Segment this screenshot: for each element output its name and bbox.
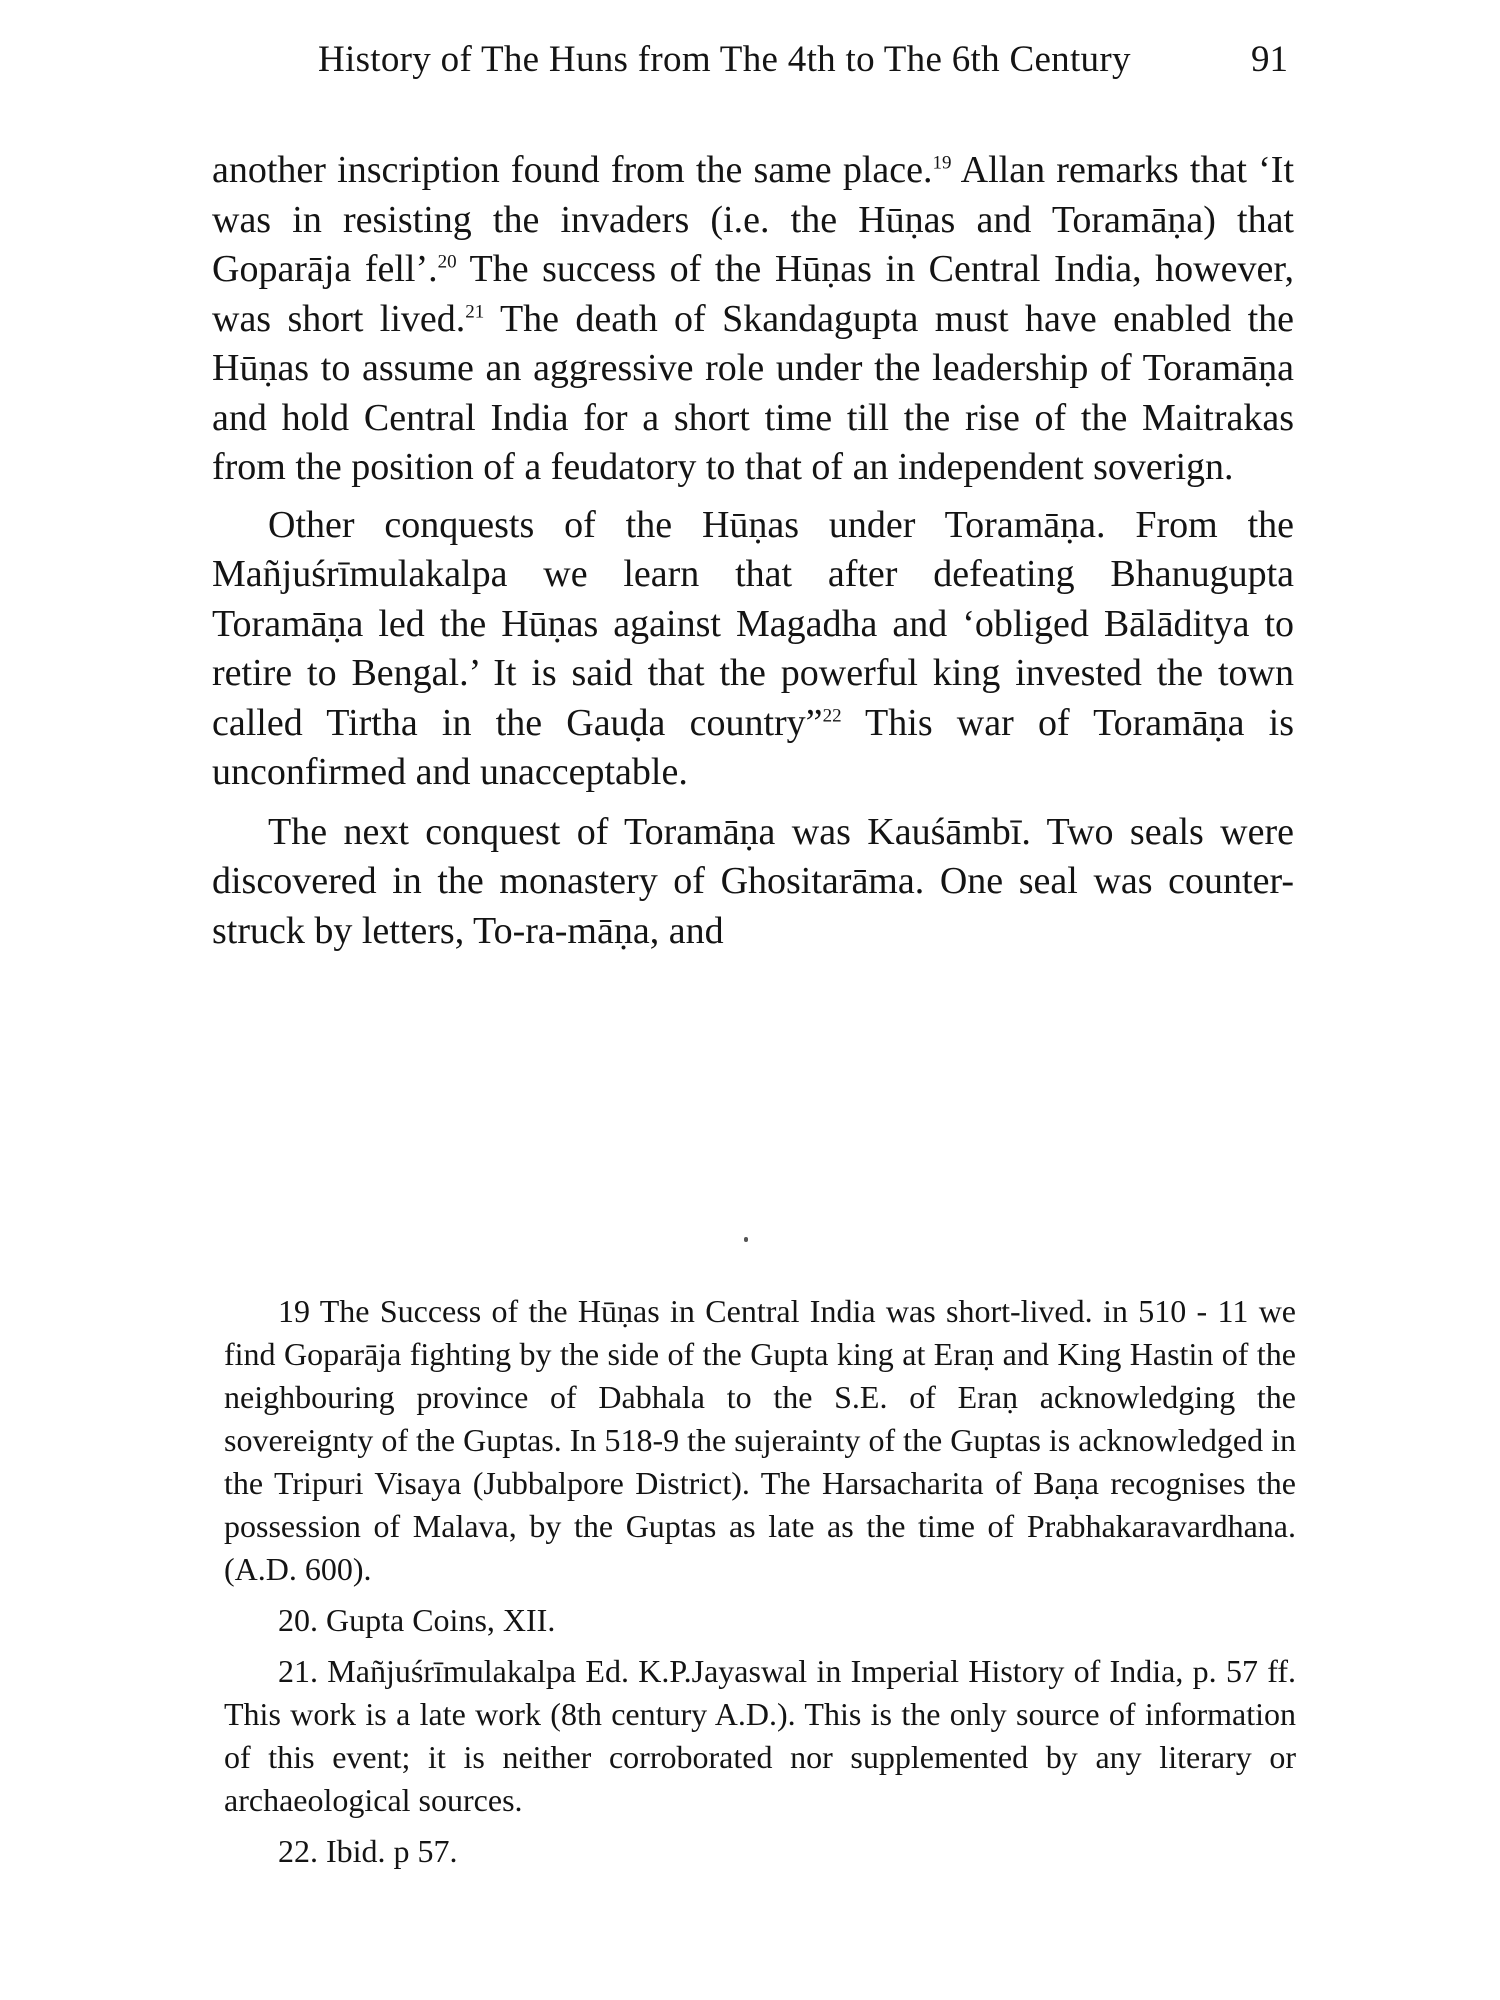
paragraph-3-text: The next conquest of Toramāṇa was Kauśāmbī. Two seals were discovered in the monastery of Ghositarāma. One seal was counter-struck by letters, To-ra-māṇa, and xyxy=(212,810,1294,952)
paragraph-1-text-1: another inscription found from the same place. xyxy=(212,149,933,191)
footnotes xyxy=(224,1290,1296,1881)
body-text xyxy=(212,146,1294,956)
footnote-19: 19 The Success of the Hūṇas in Central India was short-lived. in 510 - 11 we find Goparāja fighting by the side of the Gupta king at Eraṇ and King Hastin of the neighbouring province of Dabhala to the S.E. of Eraṇ acknowledging the sovereignty of the Guptas. In 518-9 the sujerainty of the Guptas is acknowledged in the Tripuri Visaya (Jubbalpore District). The Harsacharita of Baṇa recognises the possession of Malava, by the Guptas as late as the time of Prabhakaravardhana. (A.D. 600). xyxy=(224,1293,1296,1587)
footnote-20: 20. Gupta Coins, XII. xyxy=(278,1602,556,1638)
paragraph-1-text-4: The death of Skandagupta must have enabled the Hūṇas to assume an aggressive role under the leadership of Toramāṇa and hold Central India for a short time till the rise of the Maitrakas from the position of a feudatory to that of an independent soverign. xyxy=(212,297,1295,488)
footnote-21: 21. Mañjuśrīmulakalpa Ed. K.P.Jayaswal in Imperial History of India, p. 57 ff. This work is a late work (8th century A.D.). This is the only source of information of this event; it is neither corroborated nor supplemented by any literary or archaeological sources. xyxy=(224,1653,1296,1818)
page-number: 91 xyxy=(1251,39,1288,80)
print-speck xyxy=(744,1237,748,1242)
footnote-ref-20: 20 xyxy=(437,251,457,273)
paragraph-1-text-2: Allan remarks that ‘It was in resisting the invaders (i.e. the Hūṇas and Toramāṇa) that Goparāja fell’. xyxy=(212,149,1294,290)
footnote-ref-19: 19 xyxy=(932,152,952,174)
paragraph-3 xyxy=(212,808,1294,957)
paragraph-1 xyxy=(212,146,1294,493)
paragraph-2 xyxy=(212,501,1294,798)
running-head xyxy=(318,38,1288,98)
paragraph-2-text-1: Other conquests of the Hūṇas under Toramāṇa. From the Mañjuśrīmulakalpa we learn that after defeating Bhanugupta Toramāṇa led the Hūṇas against Magadha and ‘obliged Bālāditya to retire to Bengal.’ It is said that the powerful king invested the town called Tirtha in the Gauḍa country” xyxy=(212,503,1294,744)
paragraph-1-text-3: The success of the Hūṇas in Central India, however, was short lived. xyxy=(212,248,1294,340)
paragraph-2-text-2: This war of Toramāṇa is unconfirmed and unacceptable. xyxy=(212,701,1294,793)
running-title: History of The Huns from The 4th to The 6th Century xyxy=(318,39,1131,80)
footnote-ref-22: 22 xyxy=(822,704,842,726)
footnote-22: 22. Ibid. p 57. xyxy=(278,1833,458,1869)
footnote-ref-21: 21 xyxy=(465,300,485,322)
